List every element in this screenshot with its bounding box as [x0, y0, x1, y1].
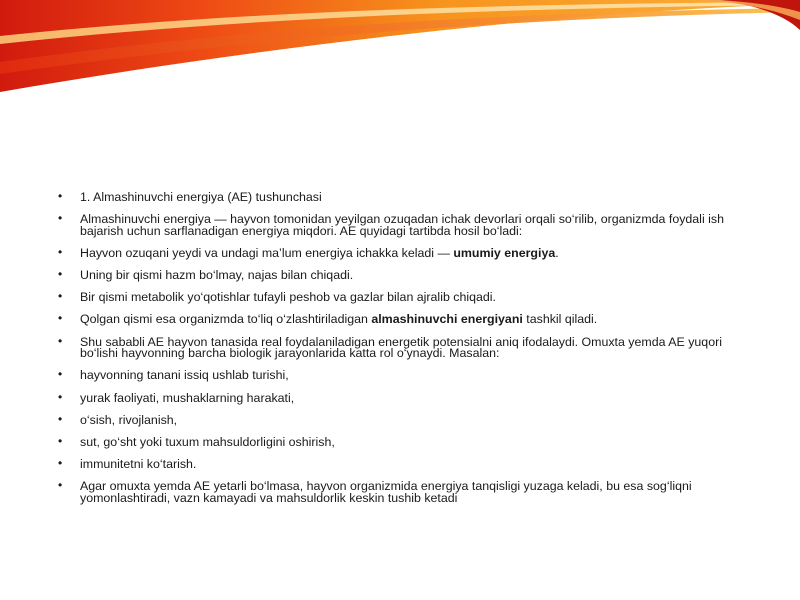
list-item-text: 1. Almashinuvchi energiya (AE) tushunchasi [80, 190, 322, 204]
list-item-text: yurak faoliyati, mushaklarning harakati, [80, 390, 295, 405]
bullet-list-content [58, 189, 748, 515]
bullet-marker: • [58, 289, 63, 304]
list-item [58, 367, 748, 383]
bullet-marker: • [58, 211, 63, 226]
list-item-text: sut, go‘sht yoki tuxum mahsuldorligini oshirish, [80, 434, 335, 449]
bullet-marker: • [58, 333, 63, 348]
list-item [58, 411, 748, 427]
list-item [58, 189, 748, 204]
list-item-text: Bir qismi metabolik yo‘qotishlar tufayli peshob va gazlar bilan ajralib chiqadi. [80, 290, 496, 305]
list-item [58, 333, 748, 361]
list-item [58, 267, 748, 283]
decorative-banner [0, 0, 800, 110]
bullet-marker: • [58, 311, 63, 326]
bullet-marker: • [58, 411, 63, 426]
list-item-text: o‘sish, rivojlanish, [80, 412, 178, 427]
list-item-text: Hayvon ozuqani yeydi va undagi ma’lum energiya ichakka keladi — [80, 245, 454, 260]
bullet-marker: • [58, 456, 63, 471]
bullet-marker: • [58, 189, 63, 203]
list-item [58, 433, 748, 449]
list-item [58, 478, 748, 505]
list-item-text: Qolgan qismi esa organizmda to‘liq o‘zlashtiriladigan [80, 312, 372, 327]
list-item [58, 211, 748, 238]
list-item-text: tashkil qiladi. [522, 312, 598, 327]
list-item-text: Shu sababli AE hayvon tanasida real foydalaniladigan energetik potensialni aniq ifodalaydi. Omuxta yemda AE yuqori bo‘lishi hayvonning barcha biologik jarayonlarida katta rol o‘ynaydi. Masalan: [80, 334, 722, 361]
bullet-marker: • [58, 433, 63, 448]
list-item-text: immunitetni ko‘tarish. [80, 457, 197, 472]
bullet-marker: • [58, 478, 63, 493]
bullet-marker: • [58, 367, 63, 382]
bullet-marker: • [58, 244, 63, 259]
list-item [58, 289, 748, 305]
bullet-list [58, 189, 748, 505]
list-item-text: Agar omuxta yemda AE yetarli bo‘lmasa, hayvon organizmida energiya tanqisligi yuzaga keladi, bu esa sog‘liqni yomonlashtiradi, vazn kamayadi va mahsuldorlik keskin tushib ketadi [80, 479, 692, 505]
list-item [58, 244, 748, 260]
bullet-marker: • [58, 267, 63, 282]
list-item-text: hayvonning tanani issiq ushlab turishi, [80, 368, 289, 383]
list-item [58, 389, 748, 405]
list-item-text: . [555, 245, 559, 260]
bullet-marker: • [58, 389, 63, 404]
list-item-bold-term: umumiy energiya [453, 245, 556, 260]
list-item-bold-term: almashinuvchi energiyani [371, 312, 523, 327]
list-item [58, 456, 748, 472]
list-item-text: Uning bir qismi hazm bo‘lmay, najas bilan chiqadi. [80, 268, 354, 283]
list-item-text: Almashinuvchi energiya — hayvon tomonidan yeyilgan ozuqadan ichak devorlari orqali so‘rilib, organizmda foydali ish bajarish uchun sarflanadigan energiya miqdori. AE quyidagi tartibda hosil bo‘ladi: [80, 212, 724, 238]
list-item [58, 311, 748, 327]
